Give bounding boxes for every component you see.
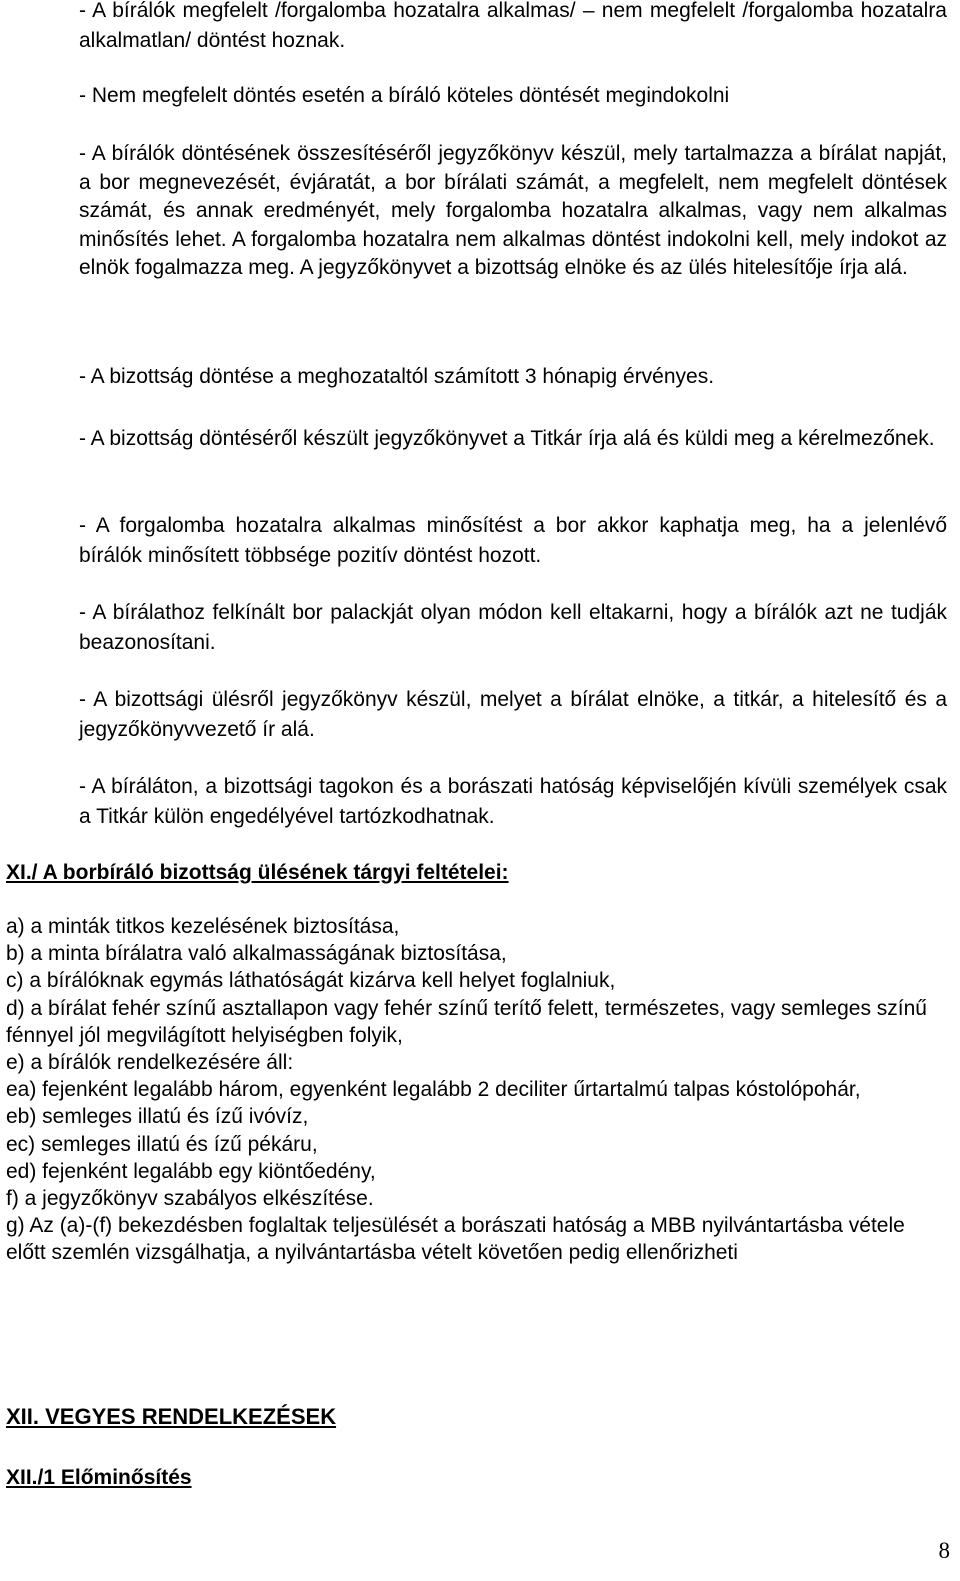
paragraph: - A bizottsági ülésről jegyzőkönyv készül, melyet a bírálat elnöke, a titkár, a hitelesítő és a jegyzőkönyvvezető ír alá. [79,688,947,741]
list-item: b) a minta bírálatra való alkalmasságának biztosítása, [6,942,507,966]
list-item: e) a bírálók rendelkezésére áll: [6,1051,294,1075]
list-item: a) a minták titkos kezelésének biztosítása, [6,915,400,938]
paragraph: - A bírálók döntésének összesítéséről jegyzőkönyv készül, mely tartalmazza a bírálat napját, a bor megnevezését, évjáratát, a bor bírálati számát, a megfelelt, nem megfelelt döntések számát, és annak eredményét, mely forgalomba hozatalra alkalmas, vagy nem alkalmas minősítés lehet. A forgalomba hozatalra nem alkalmas döntést indokolni kell, mely indokot az elnök fogalmazza meg. A jegyzőkönyvet a bizottság elnöke és az ülés hitelesítője írja alá. [79,142,947,279]
paragraph: - A bírálathoz felkínált bor palackját olyan módon kell eltakarni, hogy a bírálók azt ne tudják beazonosítani. [79,601,947,654]
paragraph: - A forgalomba hozatalra alkalmas minősítést a bor akkor kaphatja meg, ha a jelenlévő bírálók minősített többsége pozitív döntést hozott. [79,514,947,567]
list-item: ed) fejenként legalább egy kiöntőedény, [6,1159,376,1183]
list-item: g) Az (a)-(f) bekezdésben foglaltak teljesülését a borászati hatóság a MBB nyilvántartásba vétele előtt szemlén vizsgálhatja, a nyilvántartásba vételt követően pedig ellenőrizheti [6,1214,905,1265]
list-item: d) a bírálat fehér színű asztallapon vagy fehér színű terítő felett, természetes, vagy semleges színű fénnyel jól megvilágított helyiségben folyik, [6,996,927,1047]
paragraph: - A bírálók megfelelt /forgalomba hozatalra alkalmas/ – nem megfelelt /forgalomba hozatalra alkalmatlan/ döntést hoznak. [79,0,947,52]
paragraph: - A bíráláton, a bizottsági tagokon és a borászati hatóság képviselőjén kívüli személyek csak a Titkár külön engedélyével tartózkodhatnak. [79,775,947,828]
conditions-list [6,913,946,1267]
paragraph: - A bizottság döntése a meghozataltól számított 3 hónapig érvényes. [79,365,715,388]
list-item: ea) fejenként legalább három, egyenként legalább 2 deciliter űrtartalmú talpas kóstolópohár, [6,1078,861,1102]
page-number: 8 [938,1538,950,1563]
paragraph: - A bizottság döntéséről készült jegyzőkönyvet a Titkár írja alá és küldi meg a kérelmezőnek. [79,427,935,450]
list-item: f) a jegyzőkönyv szabályos elkészítése. [6,1187,374,1211]
paragraph: - Nem megfelelt döntés esetén a bíráló köteles döntését megindokolni [79,84,730,107]
list-item: eb) semleges illatú és ízű ivóvíz, [6,1105,309,1129]
list-item: ec) semleges illatú és ízű pékáru, [6,1132,318,1156]
section-heading-xii: XII. VEGYES RENDELKEZÉSEK [6,1404,337,1429]
subsection-heading: XII./1 Előminősítés [6,1466,192,1489]
section-heading-xi: XI./ A borbíráló bizottság ülésének tárgyi feltételei: [6,861,509,884]
list-item: c) a bírálóknak egymás láthatóságát kizárva kell helyet foglalniuk, [6,969,616,993]
